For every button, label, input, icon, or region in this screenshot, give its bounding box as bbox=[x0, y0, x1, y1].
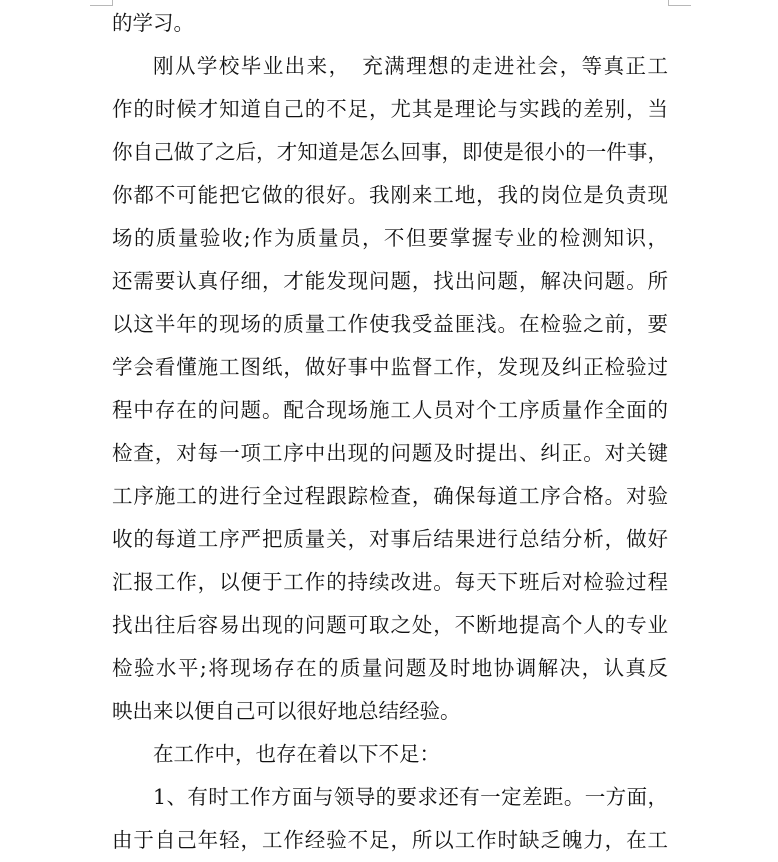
crop-mark-top-right bbox=[668, 0, 691, 6]
text-line: 的学习。 bbox=[112, 11, 194, 35]
text-line: 刚从学校毕业出来， 充满理想的走进社会，等真正工 bbox=[153, 54, 668, 78]
text-line: 你都不可能把它做的很好。我刚来工地，我的岗位是负责现 bbox=[112, 183, 668, 207]
text-line: 程中存在的问题。配合现场施工人员对个工序质量作全面的 bbox=[112, 398, 668, 422]
text-line: 由于自己年轻，工作经验不足，所以工作时缺乏魄力，在工 bbox=[112, 828, 668, 852]
text-line: 在工作中，也存在着以下不足： bbox=[153, 742, 440, 766]
text-line: 还需要认真仔细，才能发现问题，找出问题，解决问题。所 bbox=[112, 269, 668, 293]
text-line: 映出来以便自己可以很好地总结经验。 bbox=[112, 699, 461, 723]
text-line: 检查，对每一项工序中出现的问题及时提出、纠正。对关键 bbox=[112, 441, 668, 465]
text-line: 1、有时工作方面与领导的要求还有一定差距。一方面， bbox=[153, 785, 668, 809]
text-line: 学会看懂施工图纸，做好事中监督工作，发现及纠正检验过 bbox=[112, 355, 668, 379]
text-line: 作的时候才知道自己的不足，尤其是理论与实践的差别，当 bbox=[112, 97, 668, 121]
text-line: 你自己做了之后，才知道是怎么回事，即使是很小的一件事， bbox=[112, 140, 668, 164]
text-line: 找出往后容易出现的问题可取之处，不断地提高个人的专业 bbox=[112, 613, 668, 637]
text-line: 以这半年的现场的质量工作使我受益匪浅。在检验之前，要 bbox=[112, 312, 668, 336]
text-line: 场的质量验收;作为质量员，不但要掌握专业的检测知识， bbox=[112, 226, 668, 250]
text-line: 工序施工的进行全过程跟踪检查，确保每道工序合格。对验 bbox=[112, 484, 668, 508]
text-line: 收的每道工序严把质量关，对事后结果进行总结分析，做好 bbox=[112, 527, 668, 551]
document-body bbox=[112, 2, 668, 862]
text-line: 检验水平;将现场存在的质量问题及时地协调解决，认真反 bbox=[112, 656, 668, 680]
crop-mark-top-left bbox=[90, 0, 113, 6]
text-line: 汇报工作，以便于工作的持续改进。每天下班后对检验过程 bbox=[112, 570, 668, 594]
